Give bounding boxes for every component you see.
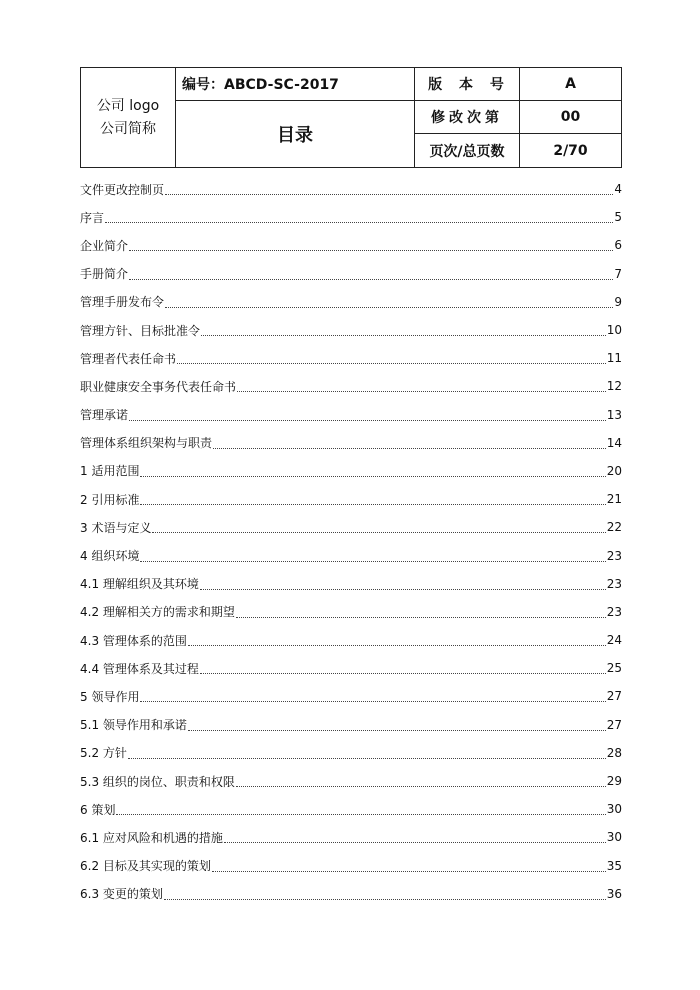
toc-dot-leader [188,634,606,646]
toc-entry[interactable] [80,316,622,344]
toc-entry-title: 管理承诺 [80,408,129,423]
toc-dot-leader [164,888,606,900]
toc-entry-title: 管理方针、目标批准令 [80,323,201,338]
toc-entry-page: 9 [614,294,622,309]
toc-entry-title: 5.2 方针 [80,746,127,761]
toc-dot-leader [129,268,613,280]
toc-entry-page: 5 [614,210,622,225]
toc-dot-leader [177,352,606,364]
toc-entry-title: 4.4 管理体系及其过程 [80,661,199,676]
toc-entry[interactable] [80,739,622,767]
version-label: 版 本 号 [415,68,520,101]
toc-entry-page: 30 [606,830,622,845]
toc-entry[interactable] [80,513,622,541]
company-logo-cell [81,68,176,168]
toc-entry[interactable] [80,852,622,880]
toc-entry-page: 21 [606,492,622,507]
toc-entry-title: 1 适用范围 [80,464,140,479]
toc-entry-title: 4.2 理解相关方的需求和期望 [80,605,235,620]
toc-entry-page: 7 [614,266,622,281]
toc-dot-leader [236,775,606,787]
page-count-label: 页次/总页数 [415,134,520,168]
toc-entry-page: 27 [606,689,622,704]
toc-entry-page: 6 [614,238,622,253]
revision-label: 修改次第 [415,101,520,134]
toc-dot-leader [129,409,606,421]
toc-entry-title: 管理者代表任命书 [80,351,177,366]
toc-entry-page: 24 [606,633,622,648]
toc-entry-title: 3 术语与定义 [80,520,152,535]
toc-entry[interactable] [80,485,622,513]
toc-dot-leader [128,747,606,759]
toc-entry-page: 30 [606,802,622,817]
toc-entry[interactable] [80,372,622,400]
toc-dot-leader [152,521,605,533]
toc-dot-leader [129,239,613,251]
page-count-value: 2/70 [520,134,622,168]
revision-value: 00 [520,101,622,134]
toc-entry-page: 35 [606,858,622,873]
toc-entry[interactable] [80,795,622,823]
toc-entry-title: 企业简介 [80,238,129,253]
toc-dot-leader [140,465,605,477]
toc-entry-page: 36 [606,886,622,901]
toc-entry-page: 28 [606,745,622,760]
toc-entry[interactable] [80,823,622,851]
toc-entry-title: 手册简介 [80,267,129,282]
toc-dot-leader [224,831,606,843]
company-short-name: 公司简称 [100,120,156,137]
toc-dot-leader [116,803,605,815]
toc-entry[interactable] [80,288,622,316]
toc-entry[interactable] [80,541,622,569]
toc-entry[interactable] [80,231,622,259]
toc-entry[interactable] [80,767,622,795]
toc-entry-title: 6.1 应对风险和机遇的措施 [80,830,223,845]
toc-dot-leader [200,662,606,674]
toc-entry[interactable] [80,429,622,457]
toc-entry-title: 6.3 变更的策划 [80,887,163,902]
toc-dot-leader [212,860,606,872]
toc-entry-page: 11 [606,351,622,366]
toc-dot-leader [201,324,606,336]
toc-entry-title: 4.3 管理体系的范围 [80,633,187,648]
toc-entry-title: 5.1 领导作用和承诺 [80,718,187,733]
company-logo: 公司 logo [96,97,160,114]
toc-entry-page: 22 [606,520,622,535]
toc-entry-title: 6 策划 [80,802,116,817]
toc-entry-title: 5 领导作用 [80,689,140,704]
toc-entry[interactable] [80,626,622,654]
toc-entry[interactable] [80,654,622,682]
table-of-contents [80,175,622,908]
toc-dot-leader [165,183,613,195]
toc-entry-title: 职业健康安全事务代表任命书 [80,379,237,394]
toc-entry-title: 管理体系组织架构与职责 [80,436,213,451]
toc-entry-page: 29 [606,774,622,789]
toc-entry-page: 23 [606,548,622,563]
toc-entry[interactable] [80,682,622,710]
toc-entry-page: 25 [606,661,622,676]
toc-entry-title: 4.1 理解组织及其环境 [80,577,199,592]
toc-entry-title: 2 引用标准 [80,492,140,507]
toc-entry-page: 23 [606,576,622,591]
toc-dot-leader [140,493,605,505]
document-header-table [80,67,622,168]
toc-entry-title: 管理手册发布令 [80,295,165,310]
toc-entry-page: 10 [606,323,622,338]
toc-entry-page: 12 [606,379,622,394]
toc-entry[interactable] [80,457,622,485]
toc-dot-leader [165,296,613,308]
toc-entry[interactable] [80,203,622,231]
toc-dot-leader [200,578,606,590]
version-value: A [520,68,622,101]
toc-entry-title: 4 组织环境 [80,549,140,564]
document-code: 编号：ABCD-SC-2017 [176,68,415,101]
toc-entry[interactable] [80,401,622,429]
toc-entry[interactable] [80,711,622,739]
toc-entry[interactable] [80,570,622,598]
toc-entry-page: 27 [606,717,622,732]
toc-entry-page: 23 [606,604,622,619]
page-title: 目录 [176,101,415,168]
toc-dot-leader [140,690,605,702]
toc-dot-leader [140,550,605,562]
toc-entry-page: 14 [606,435,622,450]
toc-dot-leader [213,437,606,449]
toc-entry-page: 13 [606,407,622,422]
toc-entry-page: 4 [614,182,622,197]
toc-dot-leader [236,606,606,618]
toc-dot-leader [105,211,613,223]
toc-entry[interactable] [80,260,622,288]
toc-dot-leader [188,719,606,731]
toc-entry-title: 序言 [80,210,105,225]
toc-entry-title: 文件更改控制页 [80,182,165,197]
toc-entry[interactable] [80,344,622,372]
toc-entry-page: 20 [606,463,622,478]
toc-dot-leader [237,380,606,392]
toc-entry[interactable] [80,175,622,203]
toc-entry[interactable] [80,598,622,626]
toc-entry-title: 5.3 组织的岗位、职责和权限 [80,774,235,789]
toc-entry-title: 6.2 目标及其实现的策划 [80,859,211,874]
toc-entry[interactable] [80,880,622,908]
